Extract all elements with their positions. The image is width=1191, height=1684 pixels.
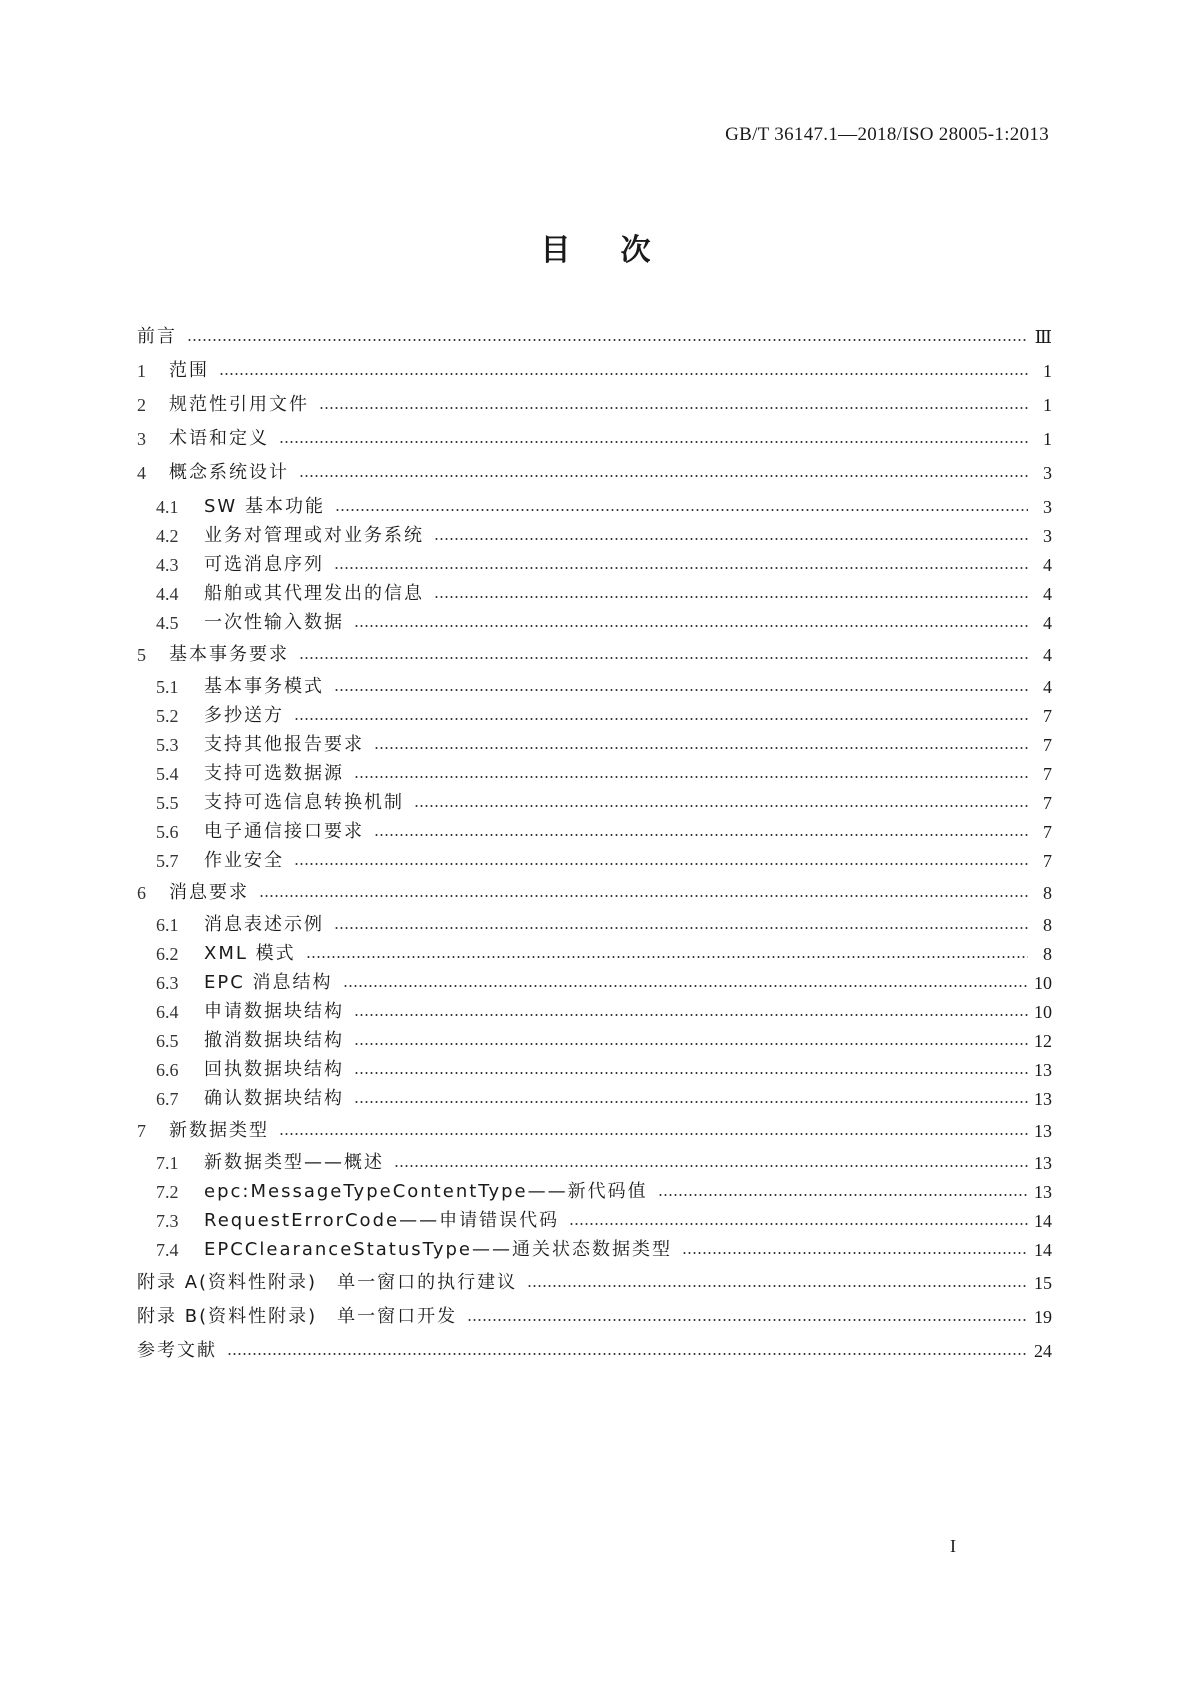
toc-entry-page: 1: [1043, 361, 1052, 381]
toc-entry-title: 前言: [137, 326, 177, 347]
toc-entry-number: 7.4: [156, 1240, 179, 1260]
dot-leader: [374, 834, 1028, 836]
toc-entry-number: 6.4: [156, 1002, 179, 1022]
toc-entry-title: 新数据类型——概述: [204, 1152, 384, 1173]
toc-entry-page: 12: [1034, 1031, 1052, 1051]
toc-entry-title: 参考文献: [137, 1340, 217, 1361]
toc-entry-7[interactable]: [137, 1118, 1052, 1144]
toc-entry-4-2[interactable]: [156, 523, 1052, 549]
toc-entry-title: 多抄送方: [204, 705, 284, 726]
toc-entry-6-3[interactable]: [156, 970, 1052, 996]
toc-entry-title: 附录 B(资料性附录) 单一窗口开发: [137, 1306, 458, 1327]
toc-entry-page: 10: [1034, 1002, 1052, 1022]
toc-entry-page: 4: [1043, 613, 1052, 633]
toc-entry-foreword[interactable]: [137, 324, 1052, 350]
toc-entry-page: 15: [1034, 1273, 1052, 1293]
toc-entry-number: 3: [137, 429, 146, 449]
toc-entry-5-5[interactable]: [156, 790, 1052, 816]
toc-entry-5-6[interactable]: [156, 819, 1052, 845]
toc-entry-4-1[interactable]: [156, 494, 1052, 520]
toc-entry-4[interactable]: [137, 460, 1052, 486]
dot-leader: [187, 339, 1028, 341]
toc-entry-page: 13: [1034, 1182, 1052, 1202]
toc-entry-page: 3: [1043, 497, 1052, 517]
toc-entry-4-5[interactable]: [156, 610, 1052, 636]
dot-leader: [569, 1223, 1028, 1225]
toc-entry-7-2[interactable]: [156, 1179, 1052, 1205]
toc-entry-page: 7: [1043, 793, 1052, 813]
toc-entry-number: 5.6: [156, 822, 179, 842]
toc-entry-title: SW 基本功能: [204, 496, 325, 517]
toc-entry-number: 5.7: [156, 851, 179, 871]
toc-entry-number: 6.2: [156, 944, 179, 964]
toc-entry-3[interactable]: [137, 426, 1052, 452]
toc-entry-page: 8: [1043, 915, 1052, 935]
toc-entry-title: 船舶或其代理发出的信息: [204, 583, 424, 604]
toc-entry-number: 4.2: [156, 526, 179, 546]
toc-entry-6-4[interactable]: [156, 999, 1052, 1025]
dot-leader: [354, 1072, 1028, 1074]
toc-entry-2[interactable]: [137, 392, 1052, 418]
toc-entry-title: 基本事务要求: [169, 644, 289, 665]
toc-entry-title: 作业安全: [204, 850, 284, 871]
toc-entry-page: 3: [1043, 526, 1052, 546]
toc-entry-number: 6.5: [156, 1031, 179, 1051]
dot-leader: [682, 1252, 1028, 1254]
toc-entry-title: 消息表述示例: [204, 914, 324, 935]
dot-leader: [279, 1133, 1028, 1135]
toc-entry-title: 撤消数据块结构: [204, 1030, 344, 1051]
toc-entry-title: 回执数据块结构: [204, 1059, 344, 1080]
toc-entry-7-3[interactable]: [156, 1208, 1052, 1234]
toc-entry-page: 7: [1043, 764, 1052, 784]
page-title: 目次: [540, 233, 701, 268]
toc-entry-page: Ⅲ: [1034, 327, 1052, 347]
dot-leader: [306, 956, 1028, 958]
toc-entry-page: 7: [1043, 851, 1052, 871]
toc-entry-page: 7: [1043, 706, 1052, 726]
toc-entry-title: 规范性引用文件: [169, 394, 309, 415]
toc-entry-page: 13: [1034, 1089, 1052, 1109]
dot-leader: [354, 1043, 1028, 1045]
dot-leader: [374, 747, 1028, 749]
dot-leader: [394, 1165, 1028, 1167]
dot-leader: [227, 1353, 1028, 1355]
toc-entry-page: 8: [1043, 944, 1052, 964]
dot-leader: [299, 475, 1028, 477]
toc-entry-number: 7: [137, 1121, 146, 1141]
toc-entry-title: RequestErrorCode——申请错误代码: [204, 1210, 560, 1231]
toc-entry-number: 5.3: [156, 735, 179, 755]
toc-entry-number: 7.1: [156, 1153, 179, 1173]
toc-entry-title: 可选消息序列: [204, 554, 324, 575]
toc-entry-page: 1: [1043, 395, 1052, 415]
dot-leader: [434, 596, 1028, 598]
toc-entry-page: 4: [1043, 677, 1052, 697]
toc-entry-title: 范围: [169, 360, 209, 381]
dot-leader: [294, 718, 1028, 720]
toc-entry-appendix-a[interactable]: [137, 1270, 1052, 1296]
toc-entry-number: 5.4: [156, 764, 179, 784]
toc-entry-title: 消息要求: [169, 882, 249, 903]
toc-entry-number: 7.2: [156, 1182, 179, 1202]
toc-entry-bibliography[interactable]: [137, 1338, 1052, 1364]
toc-entry-6-7[interactable]: [156, 1086, 1052, 1112]
toc-entry-6[interactable]: [137, 880, 1052, 906]
toc-entry-6-5[interactable]: [156, 1028, 1052, 1054]
dot-leader: [319, 407, 1028, 409]
dot-leader: [434, 538, 1028, 540]
dot-leader: [527, 1285, 1028, 1287]
dot-leader: [354, 1101, 1028, 1103]
dot-leader: [299, 657, 1028, 659]
dot-leader: [219, 373, 1028, 375]
dot-leader: [259, 895, 1028, 897]
dot-leader: [334, 927, 1028, 929]
toc-entry-page: 14: [1034, 1240, 1052, 1260]
dot-leader: [354, 776, 1028, 778]
toc-entry-5-3[interactable]: [156, 732, 1052, 758]
toc-entry-number: 4.3: [156, 555, 179, 575]
toc-entry-page: 3: [1043, 463, 1052, 483]
toc-entry-5-4[interactable]: [156, 761, 1052, 787]
dot-leader: [294, 863, 1028, 865]
toc-entry-title: XML 模式: [204, 943, 296, 964]
toc-entry-4-4[interactable]: [156, 581, 1052, 607]
toc-entry-page: 1: [1043, 429, 1052, 449]
toc-entry-page: 8: [1043, 883, 1052, 903]
toc-entry-number: 2: [137, 395, 146, 415]
toc-entry-page: 13: [1034, 1060, 1052, 1080]
dot-leader: [658, 1194, 1028, 1196]
dot-leader: [343, 985, 1028, 987]
toc-entry-1[interactable]: [137, 358, 1052, 384]
toc-entry-number: 1: [137, 361, 146, 381]
toc-entry-title: 一次性输入数据: [204, 612, 344, 633]
toc-entry-title: 确认数据块结构: [204, 1088, 344, 1109]
toc-entry-appendix-b[interactable]: [137, 1304, 1052, 1330]
toc-entry-number: 7.3: [156, 1211, 179, 1231]
toc-entry-page: 14: [1034, 1211, 1052, 1231]
toc-entry-5-2[interactable]: [156, 703, 1052, 729]
toc-entry-page: 10: [1034, 973, 1052, 993]
toc-entry-number: 4.4: [156, 584, 179, 604]
toc-entry-number: 5: [137, 645, 146, 665]
toc-entry-number: 6.7: [156, 1089, 179, 1109]
toc-entry-title: 附录 A(资料性附录) 单一窗口的执行建议: [137, 1272, 518, 1293]
toc-entry-title: EPC 消息结构: [204, 972, 333, 993]
standard-code: GB/T 36147.1—2018/ISO 28005-1:2013: [725, 124, 1049, 145]
toc-entry-page: 7: [1043, 822, 1052, 842]
dot-leader: [354, 1014, 1028, 1016]
toc-entry-title: 支持其他报告要求: [204, 734, 364, 755]
toc-entry-page: 13: [1034, 1153, 1052, 1173]
dot-leader: [334, 689, 1028, 691]
toc-entry-title: 概念系统设计: [169, 462, 289, 483]
toc-entry-page: 4: [1043, 645, 1052, 665]
toc-entry-title: epc:MessageTypeContentType——新代码值: [204, 1181, 648, 1202]
toc-entry-title: 术语和定义: [169, 428, 269, 449]
dot-leader: [354, 625, 1028, 627]
dot-leader: [279, 441, 1028, 443]
toc-entry-number: 4.1: [156, 497, 179, 517]
toc-entry-title: 申请数据块结构: [204, 1001, 344, 1022]
toc-entry-number: 4: [137, 463, 146, 483]
toc-entry-title: 电子通信接口要求: [204, 821, 364, 842]
dot-leader: [334, 567, 1028, 569]
page-number: I: [950, 1536, 956, 1556]
toc-entry-5-7[interactable]: [156, 848, 1052, 874]
toc-entry-6-2[interactable]: [156, 941, 1052, 967]
toc-entry-number: 4.5: [156, 613, 179, 633]
toc-entry-number: 6: [137, 883, 146, 903]
toc-entry-number: 6.6: [156, 1060, 179, 1080]
toc-entry-5[interactable]: [137, 642, 1052, 668]
toc-entry-page: 4: [1043, 584, 1052, 604]
toc-entry-page: 7: [1043, 735, 1052, 755]
toc-entry-number: 5.5: [156, 793, 179, 813]
toc-entry-page: 19: [1034, 1307, 1052, 1327]
toc-entry-7-1[interactable]: [156, 1150, 1052, 1176]
toc-entry-page: 24: [1034, 1341, 1052, 1361]
toc-entry-title: 支持可选数据源: [204, 763, 344, 784]
toc-entry-6-6[interactable]: [156, 1057, 1052, 1083]
toc-entry-number: 6.3: [156, 973, 179, 993]
toc-entry-7-4[interactable]: [156, 1237, 1052, 1263]
toc-entry-title: EPCClearanceStatusType——通关状态数据类型: [204, 1239, 672, 1260]
toc-entry-title: 基本事务模式: [204, 676, 324, 697]
toc-entry-number: 5.2: [156, 706, 179, 726]
toc-entry-page: 4: [1043, 555, 1052, 575]
toc-entry-title: 支持可选信息转换机制: [204, 792, 404, 813]
toc-entry-page: 13: [1034, 1121, 1052, 1141]
dot-leader: [414, 805, 1028, 807]
toc-entry-title: 新数据类型: [169, 1120, 269, 1141]
dot-leader: [467, 1319, 1028, 1321]
toc-entry-number: 5.1: [156, 677, 179, 697]
toc-entry-number: 6.1: [156, 915, 179, 935]
toc-entry-title: 业务对管理或对业务系统: [204, 525, 424, 546]
dot-leader: [335, 509, 1028, 511]
toc-entry-6-1[interactable]: [156, 912, 1052, 938]
toc-entry-4-3[interactable]: [156, 552, 1052, 578]
toc-entry-5-1[interactable]: [156, 674, 1052, 700]
